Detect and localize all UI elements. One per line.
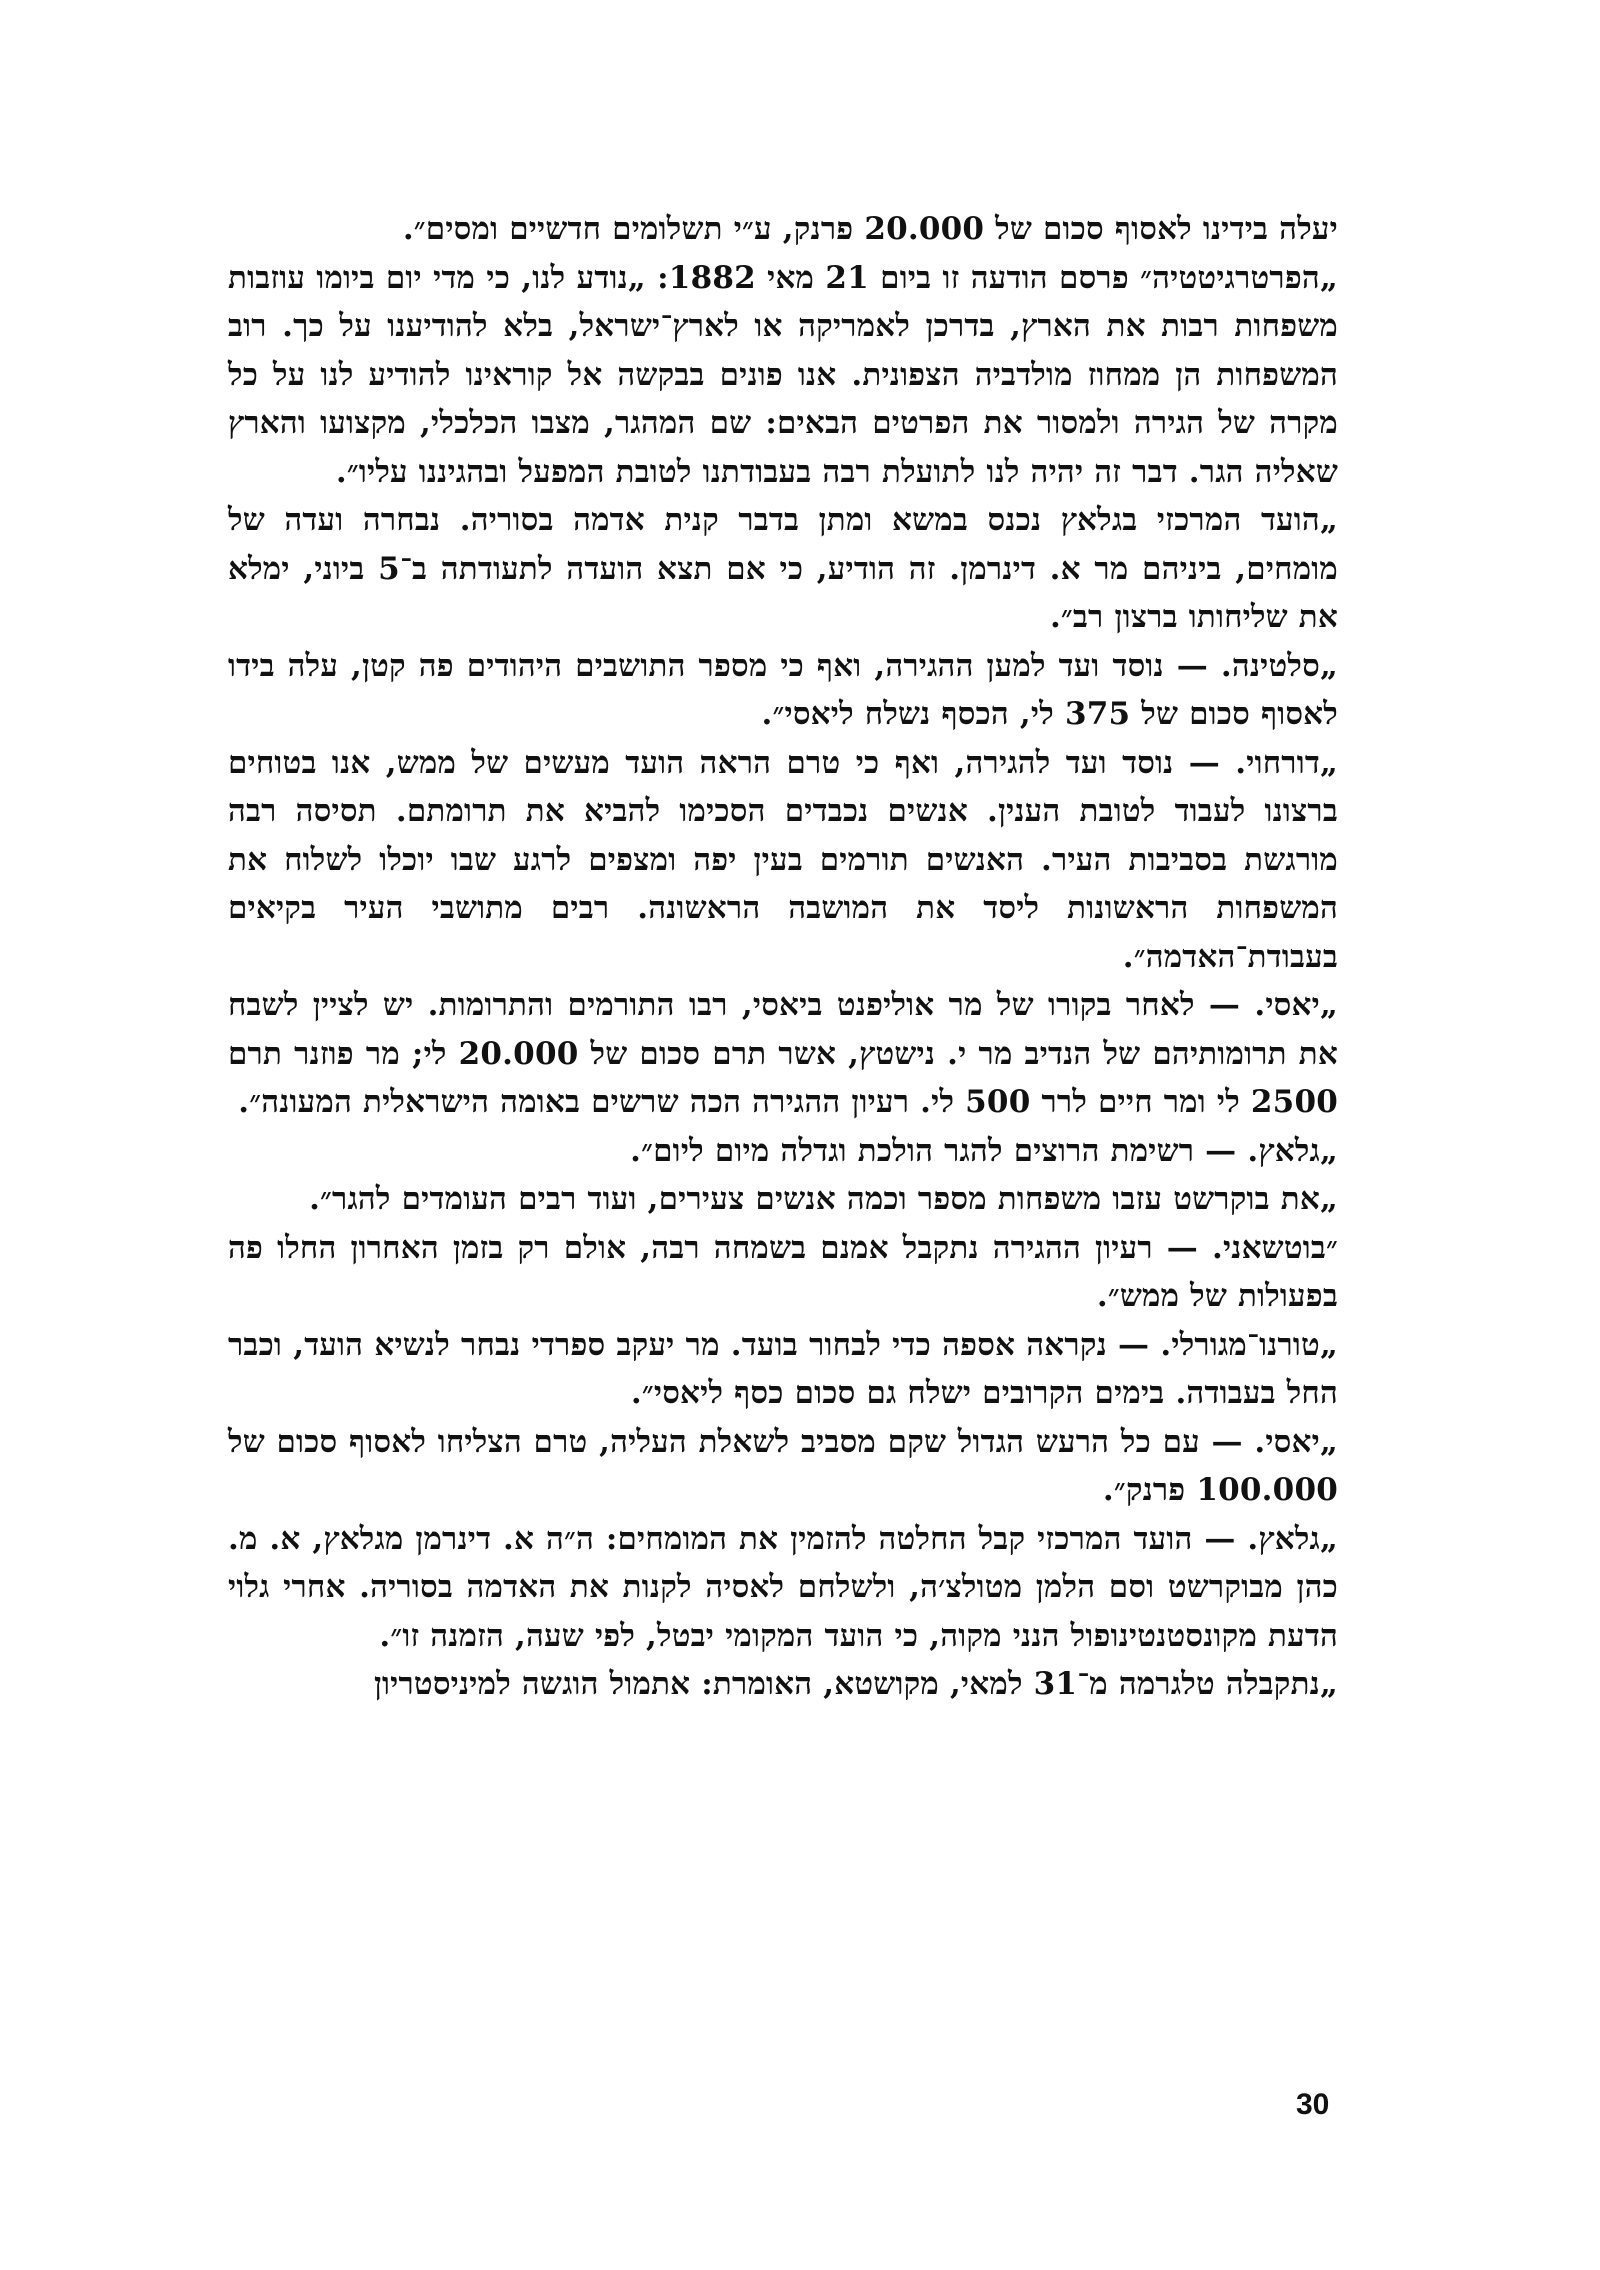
paragraph: „את בוקרשט עזבו משפחות מספר וכמה אנשים צעירים, ועוד רבים העומדים להגר״. (309, 1181, 1338, 1217)
paragraph: „הפרטרגיטטיה״ פרסם הודעה זו ביום 21 מאי 1882: „נודע לנו, כי מדי יום ביומו עוזבות משפחות רבות את הארץ, בדרכן לאמריקה או לארץ־ישראל, בלא להודיענו על כך. רוב המשפחות הן ממחוז מולדביה הצפונית. אנו פונים בבקשה אל קוראינו להודיע לנו על כל מקרה של הגירה ולמסור את הפרטים הבאים: שם המהגר, מצבו הכלכלי, מקצועו והארץ שאליה הגר. דבר זה יהיה לנו לתועלת רבה בעבודתנו לטובת המפעל ובהגיננו עליו״. (228, 259, 1338, 490)
paragraph: „יאסי. — עם כל הרעש הגדול שקם מסביב לשאלת העליה, טרם הצליחו לאסוף סכום של 100.000 פרנק״. (228, 1423, 1338, 1508)
paragraph: „דורחוי. — נוסד ועד להגירה, ואף כי טרם הראה הועד מעשים של ממש, אנו בטוחים ברצונו לעבוד לטובת הענין. אנשים נכבדים הסכימו להביא את תרומתם. תסיסה רבה מורגשת בסביבות העיר. האנשים תורמים בעין יפה ומצפים לרגע שבו יוכלו לשלוח את המשפחות הראשונות ליסד את המושבה הראשונה. רבים מתושבי העיר בקיאים בעבודת־האדמה״. (228, 744, 1338, 975)
paragraph: „טורנו־מגורלי. — נקראה אספה כדי לבחור בועד. מר יעקב ספרדי נבחר לנשיא הועד, וכבר החל בעבודה. בימים הקרובים ישלח גם סכום כסף ליאסי״. (228, 1326, 1338, 1411)
paragraph: „גלאץ. — רשימת הרוצים להגר הולכת וגדלה מיום ליום״. (630, 1132, 1338, 1169)
paragraph: „נתקבלה טלגרמה מ־31 למאי, מקושטא, האומרת: אתמול הוגשה למיניסטריון (373, 1666, 1338, 1702)
paragraph: „סלטינה. — נוסד ועד למען ההגירה, ואף כי מספר התושבים היהודים פה קטן, עלה בידו לאסוף סכום של 375 לי, הכסף נשלח ליאסי״. (228, 647, 1338, 732)
paragraph: ״בוטשאני. — רעיון ההגירה נתקבל אמנם בשמחה רבה, אולם רק בזמן האחרון החלו פה בפעולות של ממש״. (228, 1229, 1338, 1314)
paragraph: „גלאץ. — הועד המרכזי קבל החלטה להזמין את המומחים: ה״ה א. דינרמן מגלאץ, א. מ. כהן מבוקרשט וסם הלמן מטולצ׳ה, ולשלחם לאסיה לקנות את האדמה בסוריה. אחרי גלוי הדעת מקונסטנטינופול הנני מקוה, כי הועד המקומי יבטל, לפי שעה, הזמנה זו״. (228, 1520, 1338, 1654)
paragraph: „הועד המרכזי בגלאץ נכנס במשא ומתן בדבר קנית אדמה בסוריה. נבחרה ועדה של מומחים, ביניהם מר א. דינרמן. זה הודיע, כי אם תצא הועדה לתעודתה ב־5 ביוני, ימלא את שליחותו ברצון רב״. (228, 502, 1338, 635)
page-body (228, 205, 1338, 1709)
paragraph: „יאסי. — לאחר בקורו של מר אוליפנט ביאסי, רבו התורמים והתרומות. יש לציין לשבח את תרומותיהם של הנדיב מר י. נישטץ, אשר תרם סכום של 20.000 לי; מר פוזנר תרם 2500 לי ומר חיים לרר 500 לי. רעיון ההגירה הכה שרשים באומה הישראלית המעונה״. (228, 987, 1338, 1120)
paragraph: יעלה בידינו לאסוף סכום של 20.000 פרנק, ע״י תשלומים חדשיים ומסים״. (402, 211, 1338, 247)
page-number: 30 (1296, 2088, 1330, 2121)
